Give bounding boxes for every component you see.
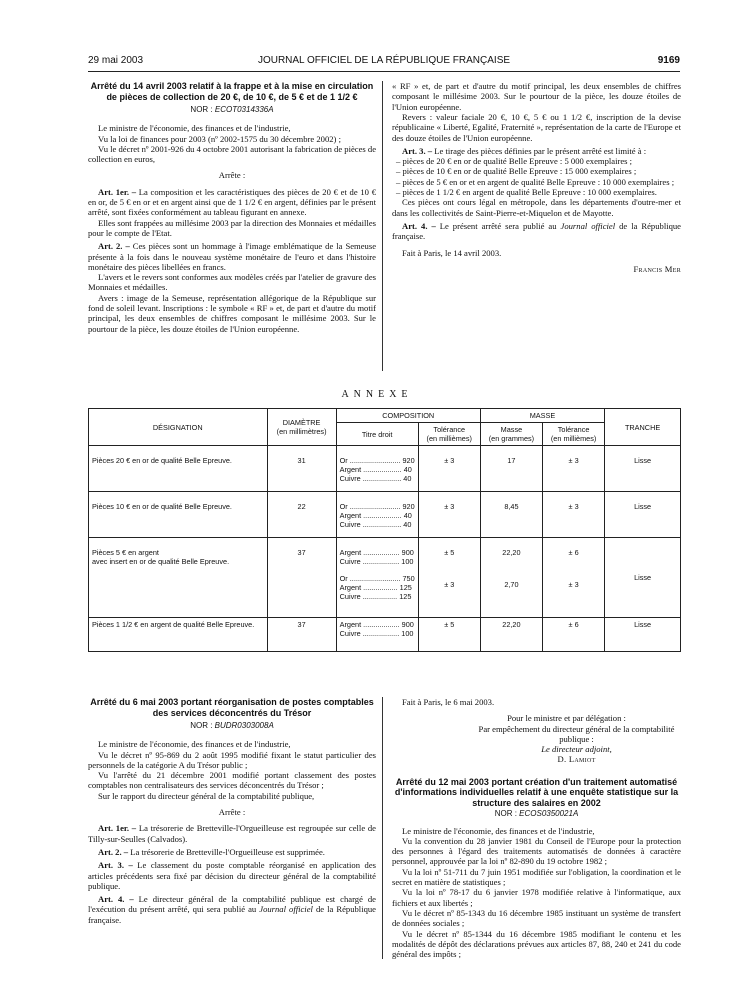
- article-text: Le classement du poste comptable réorganisé en application des articles précédents sera fixé par décision du directeur général de la comptabilité publique.: [88, 860, 376, 891]
- masse-2: 2,70: [504, 580, 519, 589]
- header-unit: (en millimètres): [276, 427, 327, 436]
- annexe-table: [88, 408, 681, 652]
- column-separator: [382, 81, 383, 371]
- cell-titre: Or ......................... 920 Argent ................... 40 Cuivre ................... 40: [336, 492, 418, 538]
- nor-code: BUDR0303008A: [214, 721, 274, 730]
- cell-tolerance-masse: ± 3: [543, 446, 605, 492]
- paragraph: Vu l'arrêté du 21 décembre 2001 modifié portant classement des postes comptables non centralisateurs des services déconcentrés du Trésor ;: [88, 770, 376, 791]
- table-row: [89, 538, 681, 618]
- arrete-2-column: [88, 697, 376, 925]
- article-label: Art. 2. –: [98, 846, 129, 857]
- journal-name: Journal officiel: [560, 220, 616, 231]
- paragraph: « RF » et, de part et d'autre du motif principal, les deux ensembles de chiffres composant le millésime 2003. Sur le pourtour de la pièce, les douze étoiles de l'Union européenne.: [392, 81, 681, 112]
- cell-masse: 8,45: [480, 492, 542, 538]
- header-unit: (en millièmes): [550, 434, 597, 443]
- col-header-tranche: TRANCHE: [605, 409, 681, 446]
- cell-masse: [480, 538, 542, 618]
- col-header-composition: COMPOSITION: [336, 409, 480, 423]
- article-label: Art. 4. –: [98, 894, 134, 905]
- cell-diametre: 22: [267, 492, 336, 538]
- article-label: Art. 3. –: [402, 145, 433, 156]
- header-text: Tolérance: [557, 425, 590, 434]
- list-item: – pièces de 10 € en or de qualité Belle Epreuve : 15 000 exemplaires ;: [396, 166, 637, 177]
- signature: D. Lamiot: [557, 754, 596, 765]
- tolerance-masse-1: ± 6: [568, 548, 579, 557]
- cell-designation: Pièces 20 € en or de qualité Belle Epreuve.: [89, 446, 268, 492]
- article-label: Art. 1er. –: [98, 823, 137, 834]
- paragraph: Avers : image de la Semeuse, représentation allégorique de la République sur fond de soleil levant. Inscriptions : le symbole « RF » et, de part et d'autre du motif principal, les deux ensembles de chiffres composant le millésime 2003. Sur le pourtour de la pièce, les douze étoiles de l'Union européenne.: [88, 292, 376, 334]
- header-page-number: 9169: [657, 55, 680, 66]
- cell-titre: Or ......................... 920 Argent ................... 40 Cuivre ................... 40: [336, 446, 418, 492]
- arrete-1-nor: [88, 105, 376, 115]
- table-row: [89, 618, 681, 652]
- nor-code: ECOS0350021A: [519, 809, 579, 819]
- paragraph: Vu le décret nº 85-1344 du 16 décembre 1985 modifiant le contenu et les modalités de dépôt des déclarations prévues aux articles 87, 88, 240 et 241 du code général des impôts ;: [392, 928, 681, 960]
- cell-tolerance-masse: ± 3: [543, 492, 605, 538]
- cell-tranche: Lisse: [605, 446, 681, 492]
- paragraph: Revers : valeur faciale 20 €, 10 €, 5 € ou 1 1/2 €, inscription de la devise républicaine « Liberté, Egalité, Fraternité », représentation de la carte de l'Europe et des douze étoiles de l'Union européenne.: [392, 112, 681, 143]
- col-header-masse-g: [480, 423, 542, 446]
- nor-code: ECOT0314336A: [214, 105, 274, 114]
- cell-masse: 22,20: [480, 618, 542, 652]
- nor-label: NOR :: [190, 105, 215, 114]
- titre-part-1: Argent .................. 900 Cuivre .................. 100: [339, 548, 414, 566]
- article-label: Art. 3. –: [98, 860, 133, 871]
- article-label: Art. 4. –: [402, 220, 436, 231]
- header-unit: (en millièmes): [426, 434, 472, 443]
- cell-designation: Pièces 5 € en argent avec insert en or de qualité Belle Epreuve.: [89, 538, 268, 618]
- cell-tranche: Lisse: [605, 492, 681, 538]
- list-item: – pièces de 1 1/2 € en argent de qualité Belle Epreuve : 10 000 exemplaires.: [396, 187, 657, 198]
- paragraph: L'avers et le revers sont conformes aux modèles créés par l'atelier de gravure des Monnaies et médailles.: [88, 272, 376, 293]
- signature-line: [392, 744, 681, 754]
- list-item: – pièces de 20 € en or de qualité Belle Epreuve : 5 000 exemplaires ;: [396, 156, 633, 167]
- place-date: Fait à Paris, le 6 mai 2003.: [402, 697, 495, 707]
- nor-label: NOR :: [190, 721, 215, 730]
- table-row: [89, 492, 681, 538]
- article-text: La trésorerie de Bretteville-l'Orgueilleuse est regroupée sur celle de Tilly-sur-Seulles (Calvados).: [88, 823, 376, 844]
- cell-diametre: 37: [267, 618, 336, 652]
- arrete-2-title: Arrêté du 6 mai 2003 portant réorganisation de postes comptables des services déconcentrés du Trésor: [90, 697, 374, 718]
- cell-tranche: Lisse: [605, 618, 681, 652]
- paragraph: Vu le décret nº 85-1343 du 16 décembre 1985 instituant un système de transfert de données sociales ;: [392, 907, 681, 929]
- arrete-1-left-column: [88, 81, 377, 334]
- paragraph: Elles sont frappées au millésime 2003 par la direction des Monnaies et médailles pour le compte de l'Etat.: [88, 217, 376, 238]
- cell-diametre: 37: [267, 538, 336, 618]
- article-text: de la République française.: [392, 220, 681, 242]
- header-title: JOURNAL OFFICIEL DE LA RÉPUBLIQUE FRANÇAISE: [257, 55, 511, 66]
- cell-titre: [336, 538, 418, 618]
- article-text: Le présent arrêté sera publié au: [435, 220, 561, 231]
- list-item: – pièces de 5 € en or et en argent de qualité Belle Epreuve : 10 000 exemplaires ;: [396, 176, 675, 187]
- cell-titre: Argent .................. 900 Cuivre .................. 100: [336, 618, 418, 652]
- page-header: [88, 55, 680, 71]
- cell-tolerance: ± 3: [418, 446, 480, 492]
- article-label: Art. 1er. –: [98, 186, 137, 197]
- tolerance-masse-2: ± 3: [568, 580, 579, 589]
- cell-tolerance: ± 5: [418, 618, 480, 652]
- article-text: Ces pièces sont un hommage à l'image emblématique de la Semeuse présente à la fois dans le nouveau système monétaire de l'euro et dans l'histoire monétaire des pièces libellées en francs.: [88, 241, 377, 272]
- signature-line: Pour le ministre et par délégation :: [507, 713, 626, 724]
- article-text: La trésorerie de Bretteville-l'Orgueilleuse est supprimée.: [128, 846, 325, 857]
- article-text: La composition et les caractéristiques des pièces de 20 € et de 10 € en or, de 5 € en or et en argent ainsi que de 1 1/2 € en argent, définies par le présent arrêté, sont fixées conformément au tableau figurant en annexe.: [88, 186, 376, 218]
- col-header-masse: MASSE: [480, 409, 604, 423]
- place-date: Fait à Paris, le 14 avril 2003.: [402, 247, 502, 258]
- paragraph: Vu la loi nº 51-711 du 7 juin 1951 modifiée sur l'obligation, la coordination et le secret en matière de statistiques ;: [392, 866, 681, 888]
- col-header-titre: Titre droit: [336, 423, 418, 446]
- paragraph: Vu le décret nº 2001-926 du 4 octobre 2001 autorisant la fabrication de pièces de collection en euros,: [88, 143, 377, 165]
- signature: Francis Mer: [633, 263, 681, 274]
- article-1: [88, 187, 376, 218]
- arrete-3-nor: [392, 809, 681, 819]
- arrete-3-title: Arrêté du 12 mai 2003 portant création d'un traitement automatisé d'informations individuelles relatif à une enquête statistique sur la structure des salaires en 2002: [394, 776, 679, 808]
- nor-label: NOR :: [494, 809, 520, 819]
- arrete-label: Arrête :: [218, 170, 246, 181]
- arrete-1-title: Arrêté du 14 avril 2003 relatif à la frappe et à la mise en circulation de pièces de collection de 20 €, de 10 €, de 5 € et de 1 1/2 €: [90, 81, 374, 102]
- annexe-title: ANNEXE: [341, 389, 413, 400]
- article-text: Le tirage des pièces définies par le présent arrêté est limité à :: [432, 145, 647, 156]
- cell-designation: Pièces 1 1/2 € en argent de qualité Belle Epreuve.: [89, 618, 268, 652]
- signature-line: Par empêchement du directeur général de la comptabilité publique :: [478, 723, 675, 744]
- col-header-tolerance-masse: [543, 423, 605, 446]
- article-3: [392, 146, 681, 156]
- journal-name: Journal officiel: [259, 904, 313, 915]
- col-header-designation: DÉSIGNATION: [89, 409, 268, 446]
- article-text: Le directeur général de la comptabilité publique est chargé de l'exécution du présent arrêté, qui sera publié au: [88, 894, 376, 915]
- cell-designation: Pièces 10 € en or de qualité Belle Epreuve.: [89, 492, 268, 538]
- column-separator: [382, 697, 383, 959]
- cell-tranche: Lisse: [605, 538, 681, 618]
- signature-role: Le directeur adjoint,: [541, 744, 612, 755]
- paragraph: Vu la convention du 28 janvier 1981 du Conseil de l'Europe pour la protection des personnes à l'égard des traitements automatisés de données à caractère personnel, approuvée par la loi nº 82-890 du 19 octobre 1982 ;: [392, 835, 681, 867]
- cell-tolerance: ± 3: [418, 492, 480, 538]
- header-text: Masse: [500, 425, 523, 434]
- arrete-2-nor: [88, 721, 376, 731]
- article-4: [392, 221, 681, 242]
- cell-tolerance-masse: [543, 538, 605, 618]
- arrete-label: Arrête :: [218, 807, 246, 818]
- cell-tolerance: [418, 538, 480, 618]
- article-1: [88, 823, 376, 844]
- paragraph: Vu le décret nº 95-869 du 2 août 1995 modifié fixant le statut particulier des personnels de la catégorie A du Trésor public ;: [88, 749, 376, 770]
- cell-masse: 17: [480, 446, 542, 492]
- article-2: [88, 241, 376, 272]
- cell-diametre: 31: [267, 446, 336, 492]
- header-text: DIAMÈTRE: [282, 418, 321, 427]
- col-header-tolerance: [418, 423, 480, 446]
- arrete-1-right-column: [392, 81, 681, 274]
- titre-part-2: Or ......................... 750 Argent ................. 125 Cuivre ................. 125: [339, 574, 415, 601]
- masse-1: 22,20: [502, 548, 521, 557]
- paragraph: Le ministre de l'économie, des finances et de l'industrie,: [402, 825, 595, 836]
- header-text: Tolérance: [433, 425, 466, 434]
- cell-tolerance-masse: ± 6: [543, 618, 605, 652]
- paragraph: Sur le rapport du directeur général de la comptabilité publique,: [98, 790, 315, 801]
- paragraph: Le ministre de l'économie, des finances et de l'industrie,: [98, 739, 291, 750]
- article-text: de la République française.: [88, 904, 376, 925]
- tolerance-2: ± 3: [444, 580, 455, 589]
- article-4: [88, 894, 376, 925]
- tolerance-1: ± 5: [444, 548, 455, 557]
- paragraph: Ces pièces ont cours légal en métropole, dans les départements d'outre-mer et dans les collectivités de Saint-Pierre-et-Miquelon et de Mayotte.: [392, 197, 681, 218]
- header-unit: (en grammes): [488, 434, 535, 443]
- article-2: [88, 847, 376, 857]
- paragraph: Vu la loi de finances pour 2003 (nº 2002-1575 du 30 décembre 2002) ;: [98, 133, 341, 144]
- col-header-diametre: [267, 409, 336, 446]
- article-3: [88, 860, 376, 891]
- header-rule: [88, 71, 680, 72]
- arrete-2-3-right-column: [392, 697, 681, 959]
- header-date: 29 mai 2003: [88, 55, 144, 66]
- paragraph: Le ministre de l'économie, des finances et de l'industrie,: [98, 123, 291, 134]
- article-label: Art. 2. –: [98, 241, 130, 252]
- table-row: [89, 446, 681, 492]
- paragraph: Vu la loi nº 78-17 du 6 janvier 1978 modifiée relative à l'informatique, aux fichiers et aux libertés ;: [392, 887, 681, 908]
